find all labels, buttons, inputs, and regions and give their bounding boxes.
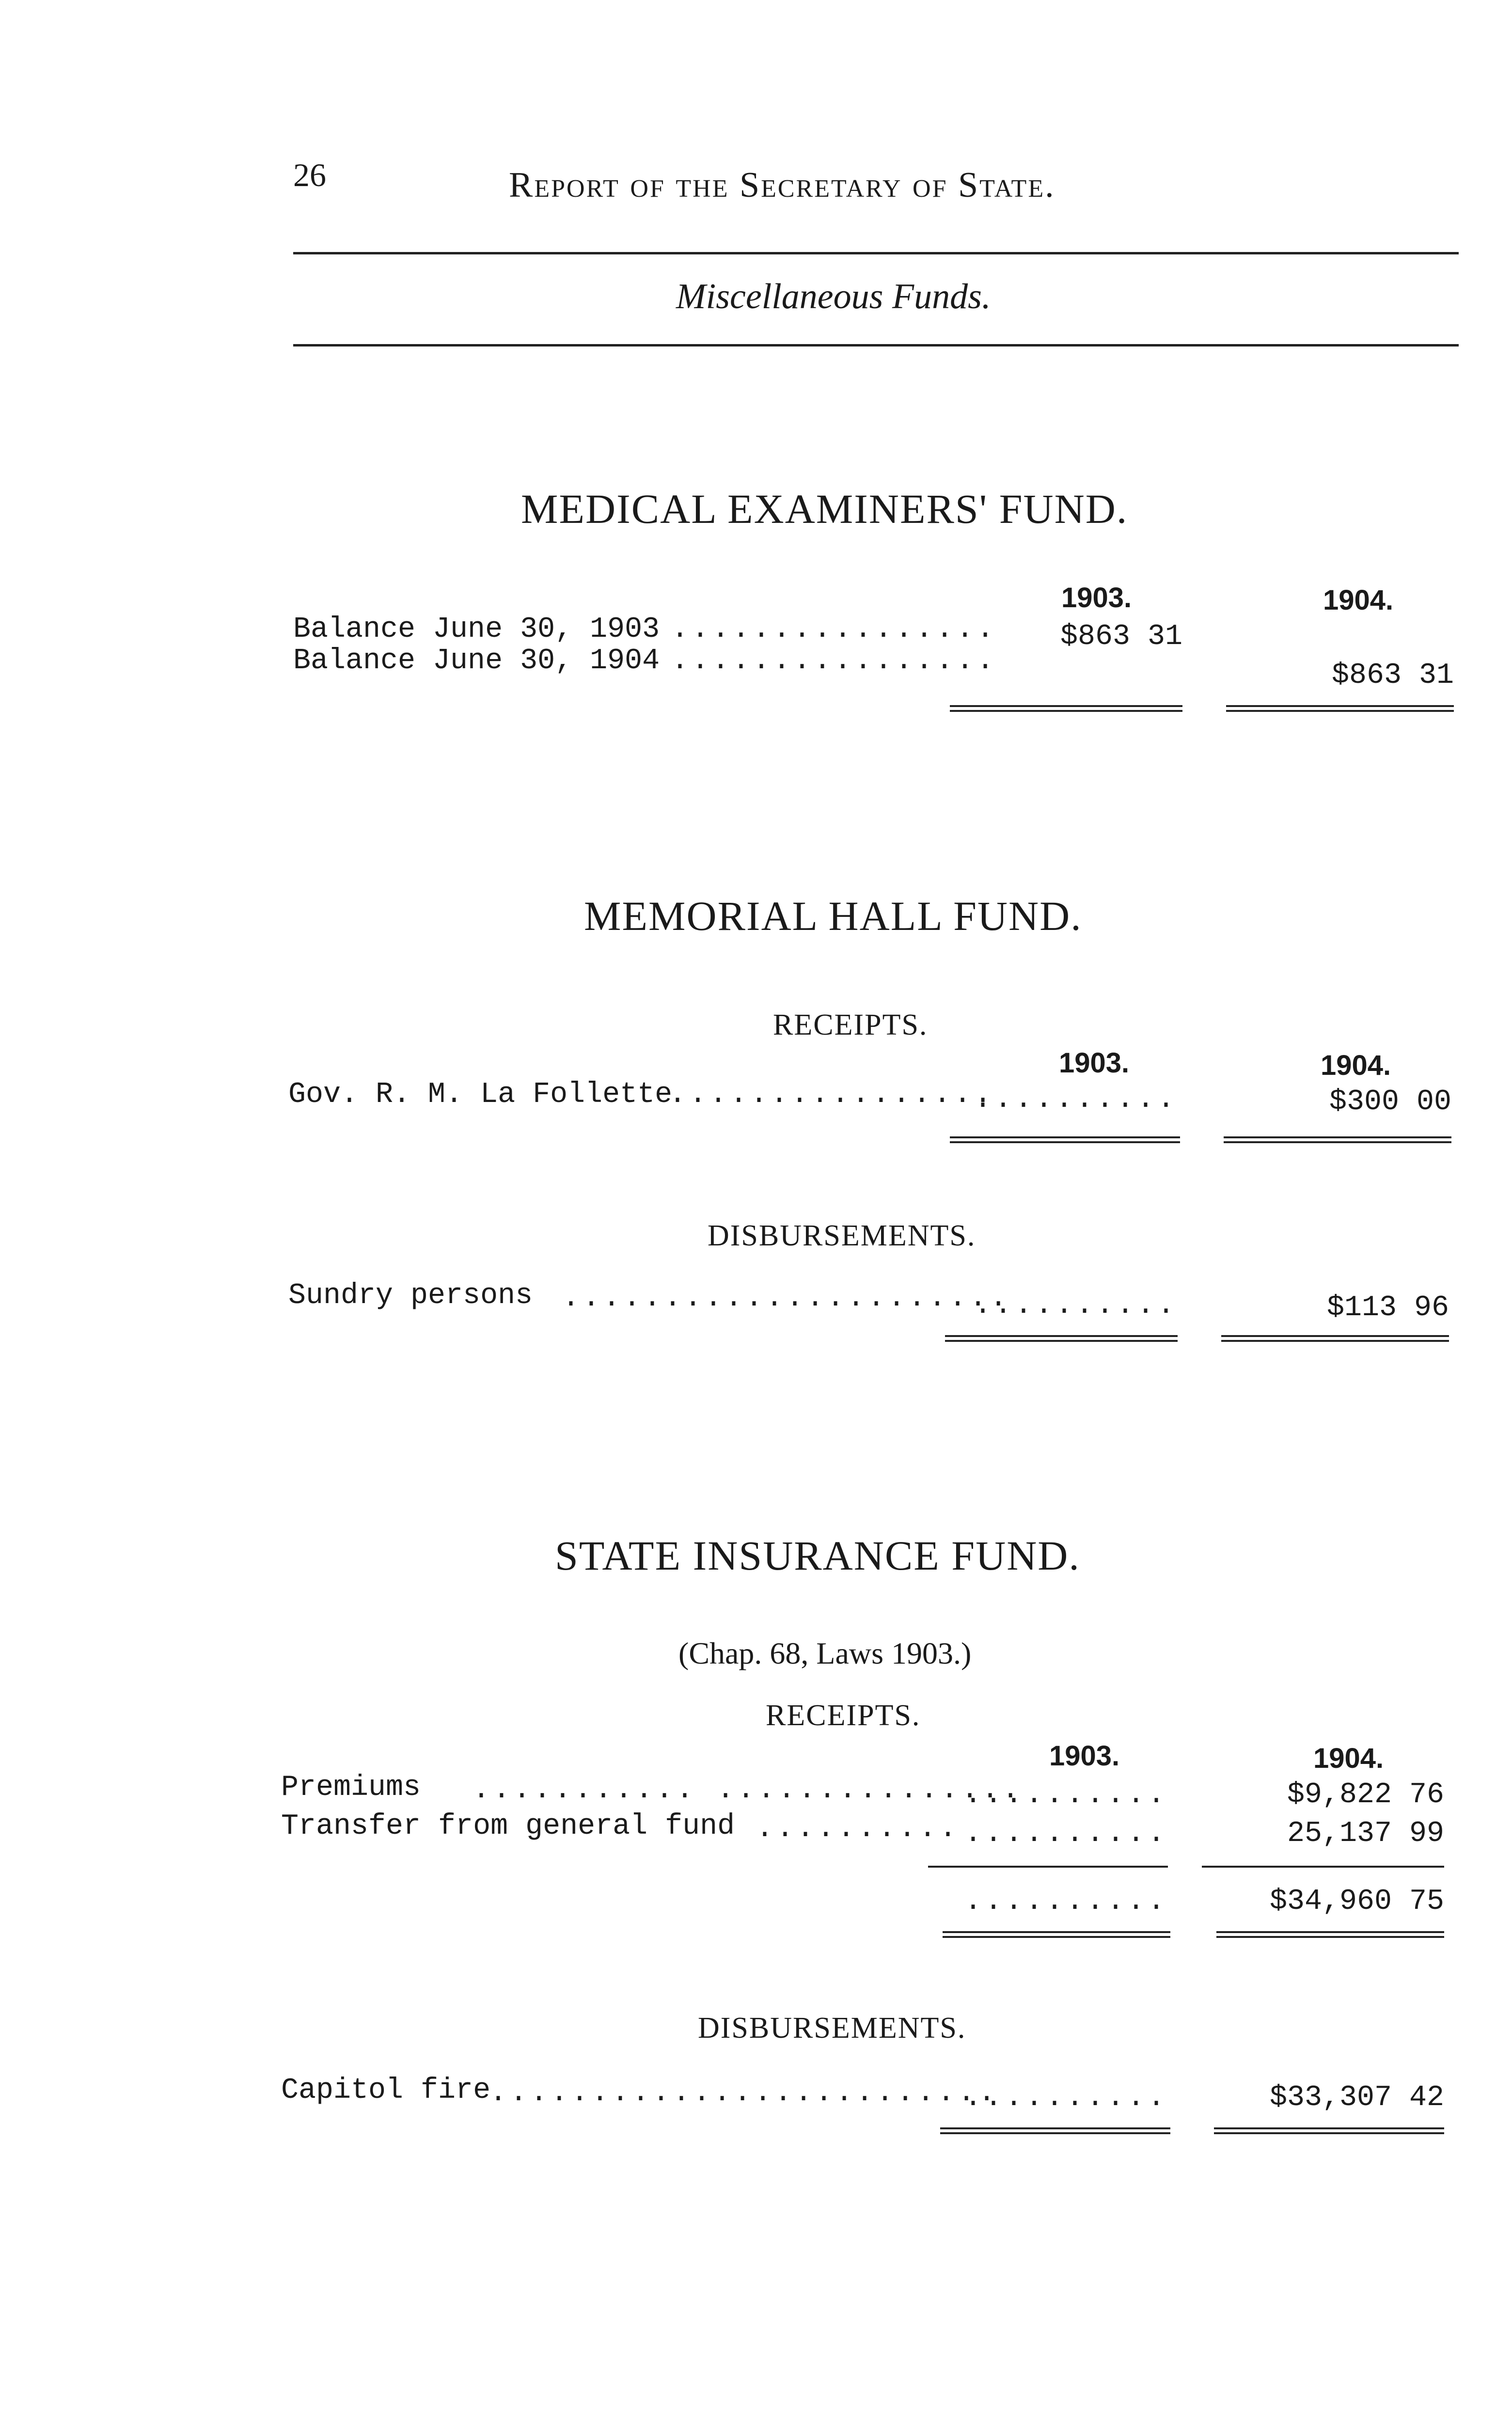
insurance-total-double-rule-1903 [943,1931,1170,1938]
memorial-receipt-double-rule-1904 [1224,1136,1451,1143]
memorial-hall-title: MEMORIAL HALL FUND. [584,893,1082,939]
insurance-disbursement-label: Capitol fire [281,2074,491,2107]
memorial-receipts-heading: RECEIPTS. [773,1008,928,1041]
memorial-receipt-value-1904: $300 00 [1329,1086,1451,1118]
insurance-receipt-label: Transfer from general fund [281,1810,735,1843]
memorial-col-1903: 1903. [1059,1047,1130,1079]
insurance-subtotal-rule-1903 [928,1866,1168,1868]
memorial-col-1904: 1904. [1321,1050,1391,1081]
medical-row-value-1903: $863 31 [1060,620,1182,653]
memorial-receipt-double-rule-1903 [950,1136,1180,1143]
memorial-disbursement-leader: ...................... [562,1282,1010,1315]
memorial-disbursement-label: Sundry persons [288,1279,533,1312]
memorial-disbursements-heading: DISBURSEMENTS. [708,1219,976,1252]
memorial-receipt-value-1903: .......... [974,1083,1178,1116]
memorial-receipt-leader: ................ [669,1078,995,1111]
insurance-subtotal-rule-1904 [1202,1866,1444,1868]
state-insurance-title: STATE INSURANCE FUND. [555,1532,1080,1579]
insurance-disbursement-leader: ......................... [489,2077,999,2109]
header-rule-top [293,252,1459,254]
medical-row-leader: ................ [671,613,997,646]
medical-row-label: Balance June 30, 1903 [293,613,660,646]
section-title: Miscellaneous Funds. [676,277,991,316]
header-rule-bottom [293,344,1459,346]
insurance-receipt-value-1903: .......... [964,1817,1168,1850]
medical-col-1903: 1903. [1061,582,1132,614]
memorial-disbursement-double-rule-1904 [1221,1335,1449,1342]
page-number: 26 [293,157,326,193]
insurance-receipt-leader: ........... ............... [472,1774,1023,1807]
medical-row-value-1904: $863 31 [1331,659,1454,692]
insurance-total-double-rule-1904 [1216,1931,1444,1938]
memorial-disbursement-value-1903: .......... [974,1289,1178,1322]
medical-double-rule-1903 [950,705,1182,712]
insurance-total-value-1904: $34,960 75 [1269,1885,1444,1918]
insurance-disbursement-double-rule-1904 [1214,2127,1444,2134]
memorial-disbursement-value-1904: $113 96 [1326,1291,1449,1324]
insurance-disbursement-value-1903: .......... [964,2081,1168,2114]
insurance-disbursement-double-rule-1903 [940,2127,1170,2134]
insurance-receipt-label: Premiums [281,1771,421,1804]
insurance-receipt-value-1904: 25,137 99 [1287,1817,1444,1850]
insurance-total-value-1903: .......... [964,1885,1168,1918]
insurance-receipts-heading: RECEIPTS. [766,1699,921,1732]
memorial-receipt-label: Gov. R. M. La Follette [288,1078,673,1111]
running-title: Report of the Secretary of State. [509,165,1055,205]
memorial-disbursement-double-rule-1903 [945,1335,1178,1342]
insurance-receipt-value-1903: .......... [964,1778,1168,1811]
medical-col-1904: 1904. [1323,584,1394,616]
insurance-receipt-leader: .......... [756,1812,960,1845]
medical-double-rule-1904 [1226,705,1454,712]
insurance-disbursement-value-1904: $33,307 42 [1269,2081,1444,2114]
insurance-disbursements-heading: DISBURSEMENTS. [698,2012,966,2045]
insurance-receipt-value-1904: $9,822 76 [1287,1778,1444,1811]
medical-row-leader: ................ [671,645,997,677]
insurance-col-1904: 1904. [1313,1743,1384,1774]
medical-examiners-title: MEDICAL EXAMINERS' FUND. [521,486,1128,532]
state-insurance-subtitle: (Chap. 68, Laws 1903.) [678,1636,972,1670]
medical-row-label: Balance June 30, 1904 [293,645,660,677]
insurance-col-1903: 1903. [1049,1740,1120,1772]
